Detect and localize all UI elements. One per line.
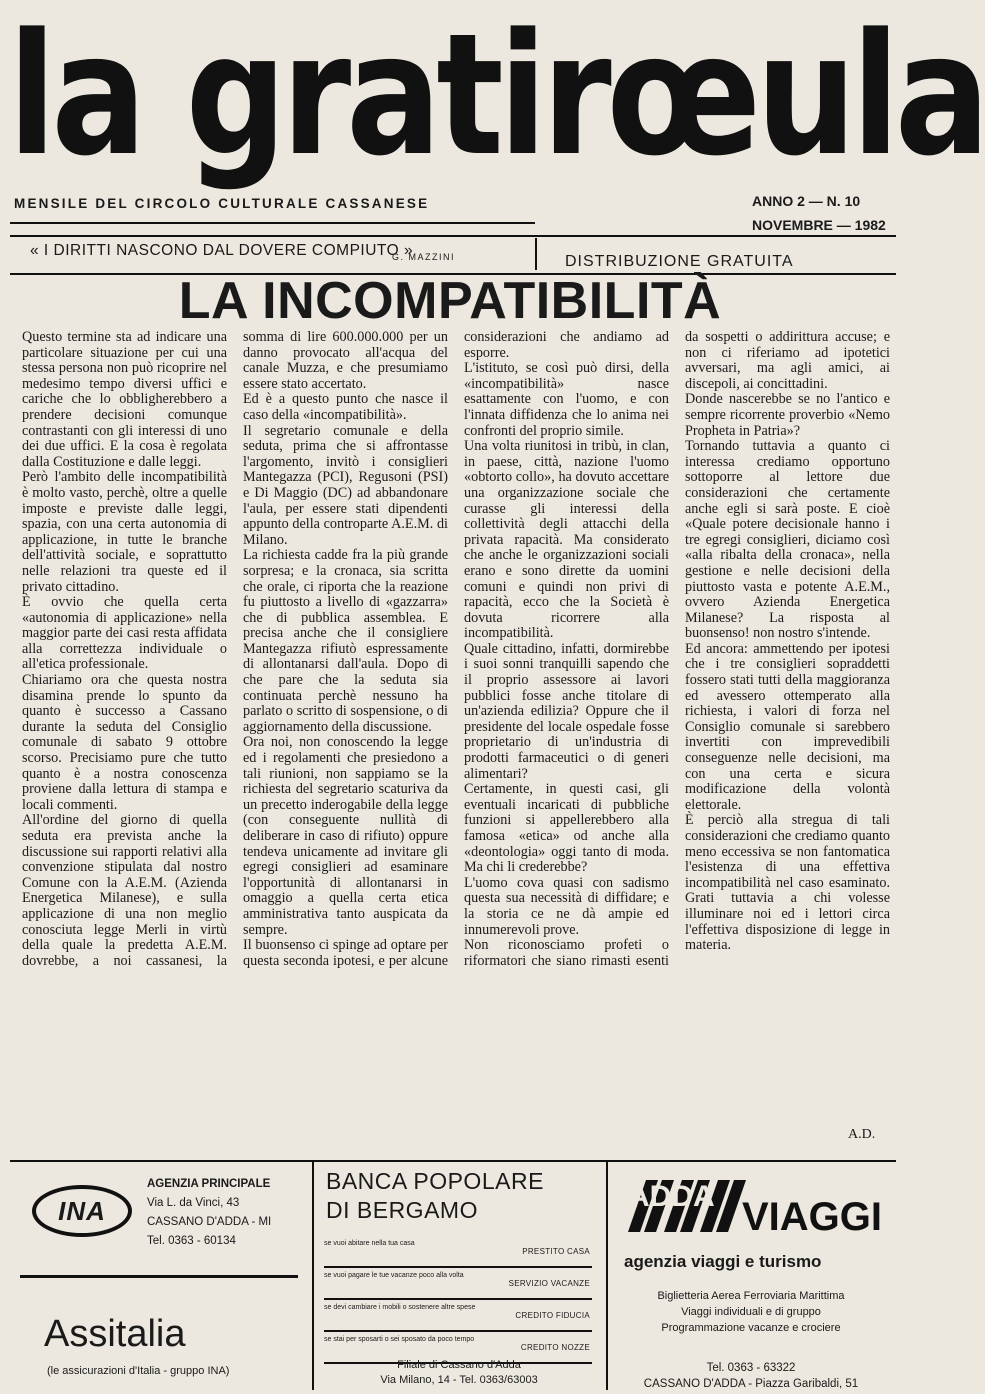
banca-service-desc: se devi cambiare i mobili o sostenere altre spese	[324, 1304, 476, 1311]
article-paragraph: La richiesta cadde fra la più grande sorpresa; e la cronaca, sia scritta che orale, ci riporta che la reazione fu piuttosto a livello di «gazzarra» che di pubblica assemblea. E precisa anche che il consigliere Mantegazza rifiutò espressamente di allontanarsi dall'aula. Dopo di che pare che la seduta sia continuata perchè nessuno ha parlato o scritto di sospensione, o di aggiornamento della discussione.	[243, 547, 448, 735]
article-paragraph: Il segretario comunale e della seduta, prima che si affrontasse l'argomento, invitò i consiglieri Mantegazza (PCI), Regusoni (PSI) e Di Maggio (DC) ad abbandonare l'aula, per essere stati dipendenti appunto della controparte A.E.M. di Milano.	[243, 422, 448, 548]
adda-service: Biglietteria Aerea Ferroviaria Marittima	[657, 1290, 845, 1302]
article-paragraph: Certamente, in questi casi, gli eventuali incaricati di pubbliche funzioni si appellerebbero alla famosa «etica» od anche alla «deontologia» oggi tanto di moda. Ma chi li crederebbe?	[464, 781, 669, 876]
banca-branch-name: Filiale di Cassano d'Adda	[397, 1359, 521, 1371]
banca-branch-address: Via Milano, 14 - Tel. 0363/63003	[380, 1374, 538, 1386]
adda-logo-left: ADDA	[628, 1180, 715, 1213]
adda-services	[612, 1288, 890, 1336]
article-paragraph: Non riconosciamo profeti o riformatori che siano rimasti esenti da sospetti o addirittura accuse; e non ci riferiamo ad ipotetici avversari, ma agli amici, ai discepoli, ai concittadini.	[464, 329, 890, 969]
banca-service-row	[324, 1300, 592, 1332]
article-paragraph: Questo termine sta ad indicare una particolare situazione per cui una stessa persona non può ricoprire nel medesimo tempo diversi uffici e cariche che lo obbligherebbero a prendere decisioni comunque contrastanti con gli interessi di uno dei due uffici. E la cosa è regolata dalla Costituzione e dalle leggi.	[22, 329, 227, 470]
ina-city: CASSANO D'ADDA - MI	[147, 1216, 272, 1228]
masthead-subtitle: MENSILE DEL CIRCOLO CULTURALE CASSANESE	[14, 196, 430, 211]
article-paragraph: Ed è a questo punto che nasce il caso della «incompatibilità».	[243, 391, 448, 423]
article-headline: LA INCOMPATIBILITÀ	[178, 272, 722, 330]
adda-address: CASSANO D'ADDA - Piazza Garibaldi, 51	[643, 1378, 859, 1390]
subtitle-rule	[10, 222, 535, 224]
article-paragraph: Tornando tuttavia a quanto ci interessa crediamo opportuno sottoporre al lettore due considerazioni che certamente anche egli si sarà poste. E cioè «Quale potere decisionale hanno i tre egregi consiglieri, diciamo così «alla ribalta della cronaca», nella gestione e nelle decisioni della piuttosto vasta e potente A.E.M., ovvero Azienda Energetica Milanese? La risposta al buonsenso! non nostro s'intende.	[685, 438, 890, 642]
motto-author: G. MAZZINI	[392, 252, 455, 262]
banca-name-line2: DI BERGAMO	[326, 1197, 478, 1223]
ina-agency: AGENZIA PRINCIPALE	[147, 1178, 271, 1190]
issue-info	[752, 189, 886, 237]
adda-phone: Tel. 0363 - 63322	[706, 1362, 796, 1374]
banca-service-desc: se stai per sposarti o sei sposato da poco tempo	[324, 1336, 475, 1343]
article-signature: A.D.	[848, 1127, 876, 1142]
banca-service-name: PRESTITO CASA	[522, 1247, 590, 1256]
banca-ad-title	[326, 1167, 544, 1225]
article-body	[22, 330, 890, 1148]
banca-service-desc: se vuoi pagare le tue vacanze poco alla volta	[324, 1272, 464, 1279]
article-paragraph: Il buonsenso ci spinge ad optare per questa seconda ipotesi, e per alcune considerazioni che andiamo ad esporre.	[243, 329, 669, 969]
motto-divider	[535, 238, 537, 270]
ina-phone: Tel. 0363 - 60134	[147, 1235, 236, 1247]
article-paragraph: Donde nascerebbe se no l'antico e sempre ricorrente proverbio «Nemo Propheta in Patria»?	[685, 391, 890, 439]
banca-service-name: CREDITO NOZZE	[520, 1343, 590, 1352]
adda-logo-right: VIAGGI	[742, 1195, 883, 1239]
article-paragraph: Ed ancora: ammettendo per ipotesi che i tre consiglieri sopraddetti fossero stati tutti della maggioranza ed avessero ottemperato alla richiesta, i valori di forza nel Consiglio comunale si sarebbero invertiti con imprevedibili conseguenze nelle decisioni, ma con una certa e sicura modificazione della volontà elettorale.	[685, 640, 890, 813]
adda-service: Viaggi individuali e di gruppo	[681, 1306, 821, 1318]
banca-service-row	[324, 1268, 592, 1300]
article-paragraph: Una volta riunitosi in tribù, in clan, in paese, città, nazione l'uomo «obtorto collo», ha dovuto accettare una organizzazione sociale che curasse gli interessi della collettività degli attacchi della privata rapacità. Ma considerato che anche le organizzazioni sociali erano e sono dirette da uomini comuni e quindi non privi di rapacità, ecco che la Società è dovuta ricorrere alla incompatibilità.	[464, 438, 669, 642]
article-paragraph: Quale cittadino, infatti, dormirebbe i suoi sonni tranquilli sapendo che il proprio assessore ai lavori pubblici fosse anche titolare di un'azienda edilizia? Oppure che il presidente del locale ospedale fosse proprietario di un'industria di prodotti farmaceutici o di generi alimentari?	[464, 640, 669, 782]
adda-service: Programmazione vacanze e crociere	[661, 1322, 841, 1334]
ina-address: Via L. da Vinci, 43	[147, 1197, 240, 1209]
banca-service-name: SERVIZIO VACANZE	[508, 1279, 590, 1288]
banca-services	[324, 1236, 592, 1364]
ads-divider	[606, 1162, 608, 1390]
banca-service-desc: se vuoi abitare nella tua casa	[324, 1240, 415, 1247]
article-paragraph: Chiariamo ora che questa nostra disamina prende lo spunto da quanto è successo a Cassano durante la seduta del Consiglio comunale di sabato 9 ottobre scorso. Precisiamo pure che tutto quanto è a nostra conoscenza proviene dalla lettura di stampa e locali commenti.	[22, 672, 227, 813]
banca-branch	[318, 1358, 600, 1388]
assitalia-tagline: (le assicurazioni d'Italia - gruppo INA)	[47, 1365, 230, 1377]
article-paragraph: L'istituto, se così può dirsi, della «incompatibilità» nasce esattamente con l'uomo, e con l'innata diffidenza che lo anima nei confronti del proprio simile.	[464, 360, 669, 439]
distribution-note: DISTRIBUZIONE GRATUITA	[565, 253, 794, 270]
article-paragraph: È perciò alla stregua di tali considerazioni che crediamo quanto meno eccessiva se non fantomatica l'esistenza di una effettiva incompatibilità nel caso esaminato. Grati tuttavia a chi volesse illuminare noi ed i lettori circa l'effettiva disposizione di legge in materia.	[685, 812, 890, 954]
banca-name-line1: BANCA POPOLARE	[326, 1168, 544, 1194]
issue-date: NOVEMBRE — 1982	[752, 217, 886, 233]
article-paragraph: L'uomo cova quasi con sadismo questa sua necessità di diffidare; e la storia ce ne dà ampie ed innumerevoli prove.	[464, 874, 669, 938]
ina-rule	[20, 1275, 298, 1278]
ads-divider	[312, 1162, 314, 1390]
article-paragraph: All'ordine del giorno di quella seduta era prevista anche la discussione sui rapporti relativi alla convenzione stipulata dal nostro Comune con la A.E.M. (Azienda Energetica Milanese), e sulla applicazione di una non meglio conosciuta legge Merli in virtù della quale la predetta A.E.M. dovrebbe, a noi cassanesi, la somma di lire 600.000.000 per un danno provocato all'acqua del canale Muzza, e che presumiamo essere stato accertato.	[22, 329, 448, 969]
ina-ad-details	[147, 1175, 271, 1251]
banca-service-name: CREDITO FIDUCIA	[515, 1311, 590, 1320]
issue-number: ANNO 2 — N. 10	[752, 193, 861, 209]
article-paragraph: Però l'ambito delle incompatibilità è molto vasto, perchè, oltre a quelle imposte e previste dalle leggi, spazia, con una certa autonomia di applicazione, in tutte le branche dell'attività sociale, e soprattutto nelle relazioni tra queste ed il privato cittadino.	[22, 469, 227, 595]
banca-service-row	[324, 1236, 592, 1268]
adda-tagline: agenzia viaggi e turismo	[624, 1252, 822, 1271]
article-paragraph: È ovvio che quella certa «autonomia di applicazione» nella maggior parte dei casi resta affidata alla correttezza individuale o all'etica professionale.	[22, 594, 227, 673]
ina-logo: INA	[32, 1185, 132, 1237]
assitalia-name: Assitalia	[44, 1313, 186, 1355]
adda-contact	[612, 1360, 890, 1392]
article-paragraph: Ora noi, non conoscendo la legge ed i regolamenti che presiedono a tali riunioni, non sappiamo se la richiesta del segretario scaturiva da un precetto inderogabile della legge (con conseguente nullità di deliberare in caso di rifiuto) oppure tendeva unicamente ad invitare gli egregi consiglieri ad esaminare l'opportunità di allontanarsi in omaggio a quella certa etica amministrativa tanto auspicata da sempre.	[243, 734, 448, 938]
adda-viaggi-logo	[624, 1172, 884, 1239]
motto-quote: « I DIRITTI NASCONO DAL DOVERE COMPIUTO »	[30, 242, 414, 259]
masthead-title: la gratirœula	[8, 0, 985, 193]
ads-top-rule	[10, 1160, 896, 1162]
